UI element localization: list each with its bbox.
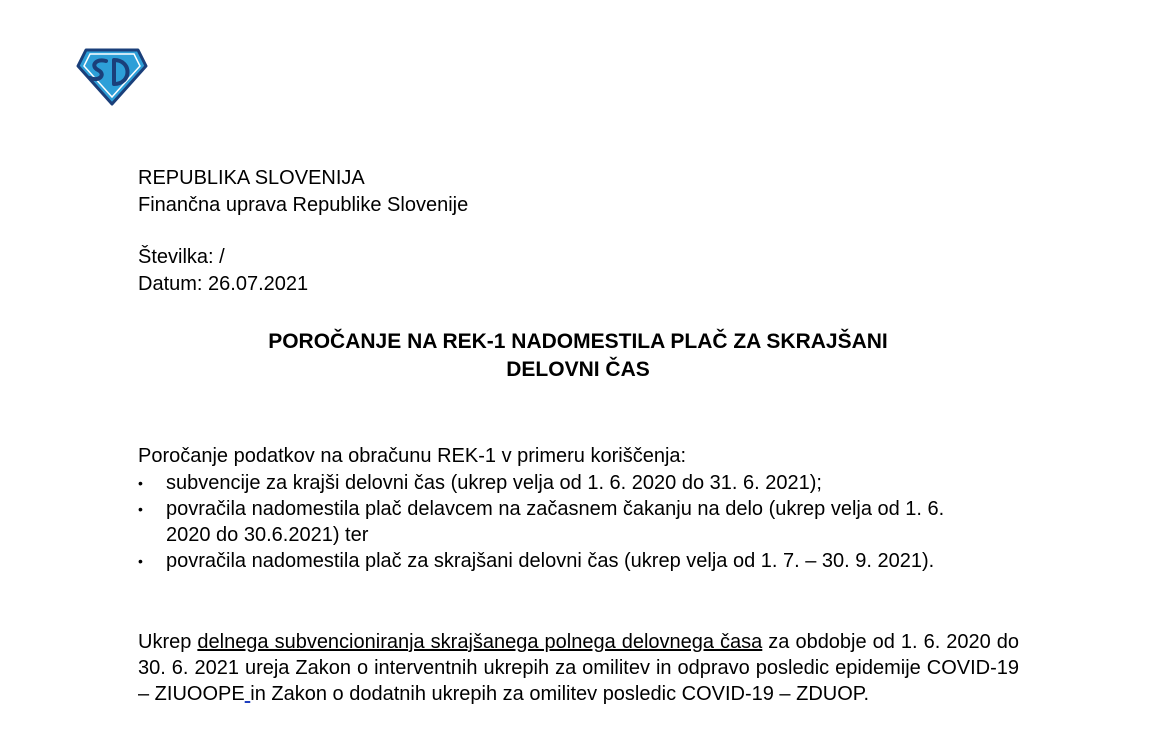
paragraph-part-3: in Zakon o dodatnih ukrepih za omilitev posledic COVID-19 – ZDUOP. [250, 683, 870, 705]
shield-logo-icon [76, 44, 148, 106]
measures-list [138, 470, 1018, 574]
sd-shield-logo [76, 44, 148, 106]
document-title-line-2: DELOVNI ČAS [506, 358, 650, 381]
paragraph-part-2: za obdobje od 1. 6. 2020 do 30. 6. 2021 ureja Zakon o interventnih ukrepih za omilitev in odpravo posledic epidemije COVID-19 – ZIUOOPE [138, 631, 1020, 705]
list-item: • povračila nadomestila plač delavcem na začasnem čakanju na delo (ukrep velja od 1. 6. 2020 do 30.6.2021) ter [138, 496, 988, 548]
number-value: / [219, 246, 225, 268]
header-line-1: REPUBLIKA SLOVENIJA [138, 167, 365, 189]
body-paragraph [138, 629, 1019, 707]
list-item: • subvencije za krajši delovni čas (ukrep velja od 1. 6. 2020 do 31. 6. 2021); [138, 470, 1018, 496]
document-date: Datum: 26.07.2021 [138, 273, 309, 295]
header-line-2: Finančna uprava Republike Slovenije [138, 194, 469, 216]
document-number [138, 244, 225, 270]
underlined-measure: delnega subvencioniranja skrajšanega polnega delovnega časa [197, 631, 763, 653]
paragraph-part-1: Ukrep [138, 631, 198, 653]
intro-text: Poročanje podatkov na obračunu REK-1 v primeru koriščenja: [138, 445, 687, 467]
number-label: Številka: [138, 246, 220, 268]
list-item: • povračila nadomestila plač za skrajšani delovni čas (ukrep velja od 1. 7. – 30. 9. 2021). [138, 548, 988, 574]
document-title-line-1: POROČANJE NA REK-1 NADOMESTILA PLAČ ZA SKRAJŠANI [268, 330, 888, 353]
